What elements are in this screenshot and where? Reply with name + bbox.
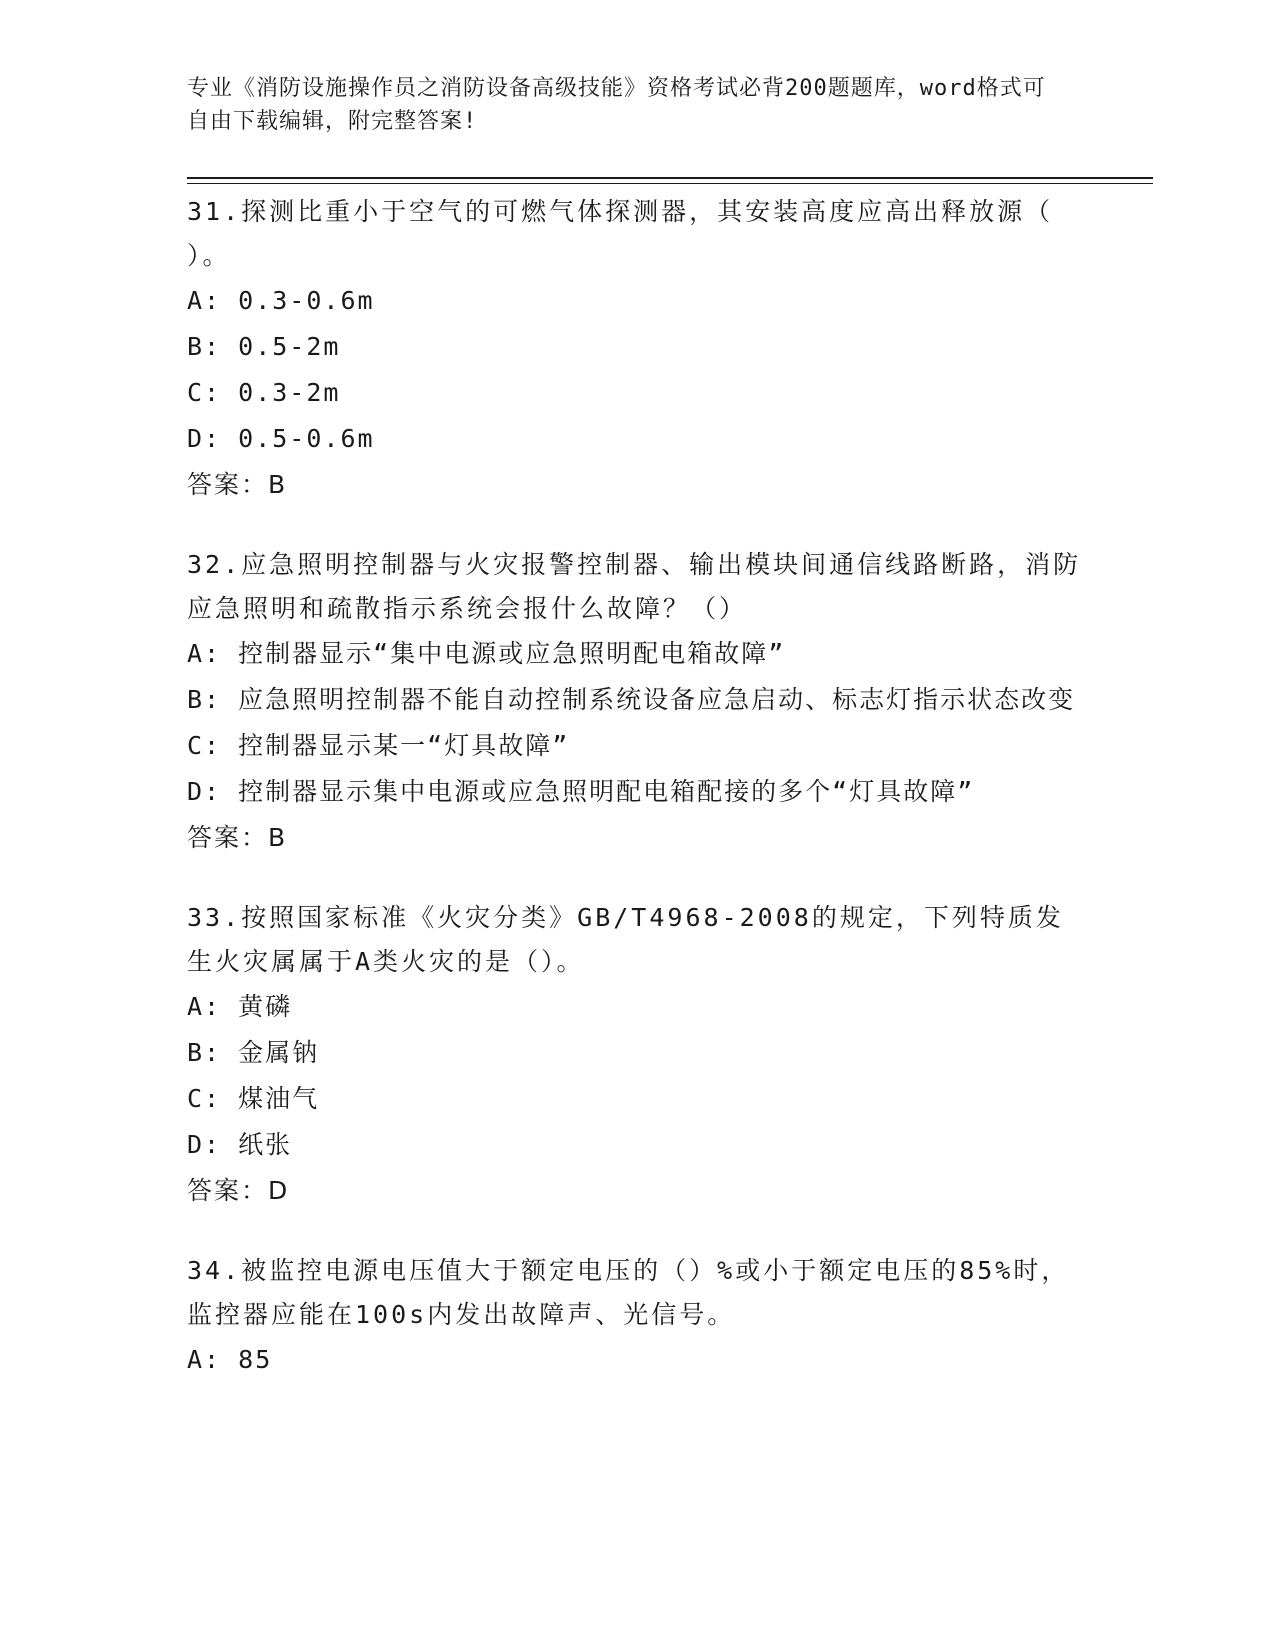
option-b: B: 金属钠 [187,1038,320,1067]
option-b: B: 应急照明控制器不能自动控制系统设备应急启动、标志灯指示状态改变 [187,685,1076,714]
question-text: 31.探测比重小于空气的可燃气体探测器，其安装高度应高出释放源（ ）。 [187,197,1054,270]
answer-line: 答案：B [187,470,288,499]
option-a: A: 0.3-0.6m [187,286,375,315]
option-a: A: 85 [187,1345,273,1374]
option-a: A: 控制器显示“集中电源或应急照明配电箱故障” [187,639,786,668]
question-34 [187,1249,1087,1383]
option-c: C: 煤油气 [187,1084,320,1113]
question-list [187,190,1087,1418]
option-c: C: 0.3-2m [187,378,341,407]
header-divider-thick [187,177,1153,179]
question-31 [187,190,1087,508]
document-header: 专业《消防设施操作员之消防设备高级技能》资格考试必背200题题库，word格式可自由下载编辑，附完整答案! [187,76,1046,134]
answer-line: 答案：D [187,1176,290,1205]
question-32 [187,543,1087,861]
question-text: 34.被监控电源电压值大于额定电压的（）%或小于额定电压的85%时，监控器应能在100s内发出故障声、光信号。 [187,1256,1070,1329]
answer-line: 答案：B [187,823,288,852]
option-c: C: 控制器显示某一“灯具故障” [187,731,570,760]
option-d: D: 控制器显示集中电源或应急照明配电箱配接的多个“灯具故障” [187,777,975,806]
option-d: D: 0.5-0.6m [187,424,375,453]
question-33 [187,896,1087,1214]
option-b: B: 0.5-2m [187,332,341,361]
option-d: D: 纸张 [187,1130,293,1159]
option-a: A: 黄磷 [187,992,293,1021]
question-text: 32.应急照明控制器与火灾报警控制器、输出模块间通信线路断路，消防应急照明和疏散指示系统会报什么故障？（） [187,550,1082,623]
header-divider-thin [187,183,1153,184]
question-text: 33.按照国家标准《火灾分类》GB/T4968-2008的规定，下列特质发生火灾属属于A类火灾的是（）。 [187,903,1064,976]
